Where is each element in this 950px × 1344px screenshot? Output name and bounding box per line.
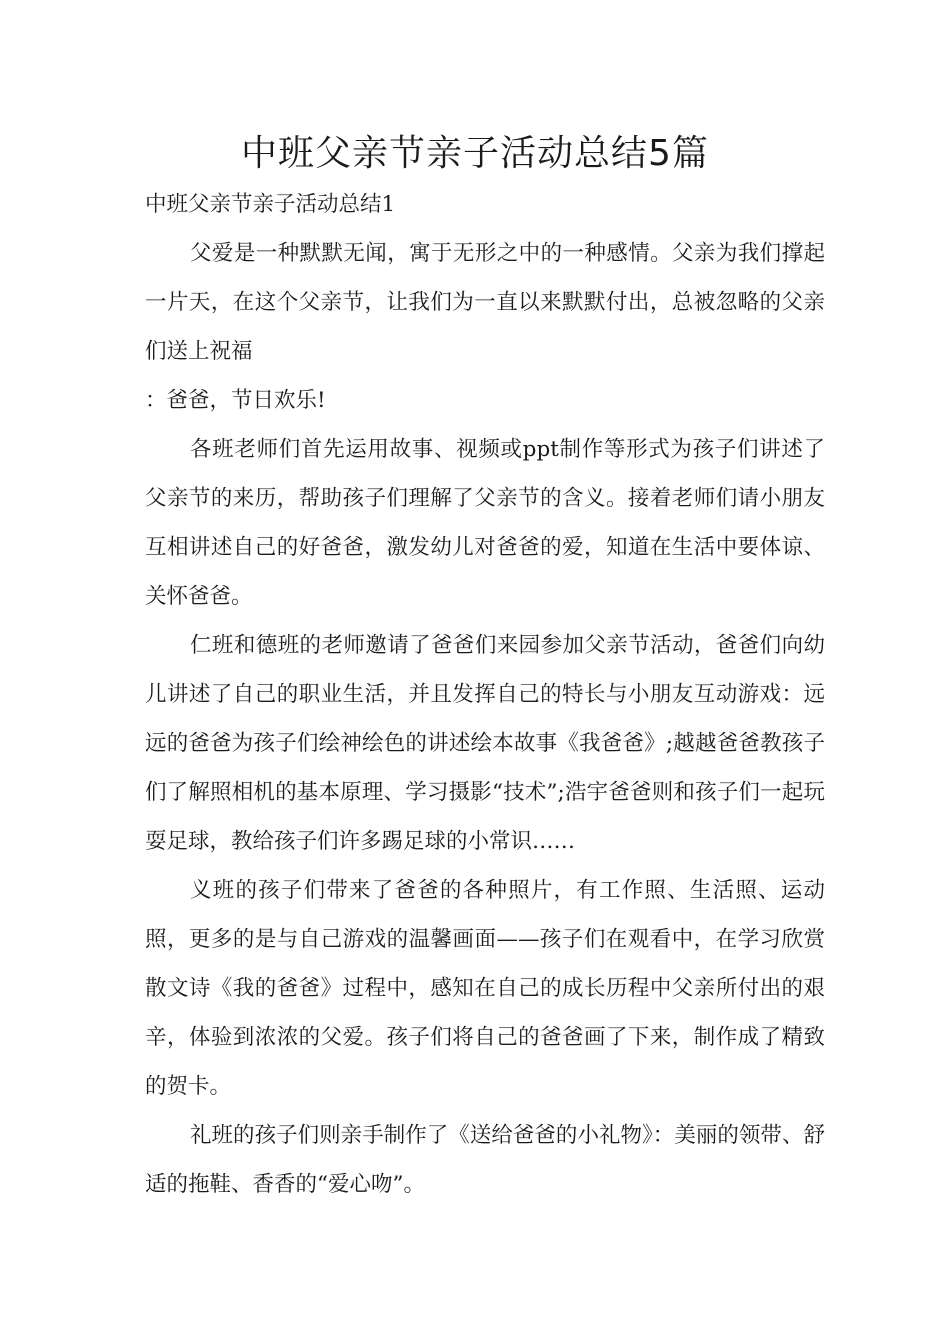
- paragraph: 父爱是一种默默无闻，寓于无形之中的一种感情。父亲为我们撑起一片天，在这个父亲节，让我们为一直以来默默付出，总被忽略的父亲们送上祝福: [145, 241, 825, 364]
- paragraph: ：爸爸，节日欢乐!: [145, 388, 326, 413]
- paragraph: 礼班的孩子们则亲手制作了《送给爸爸的小礼物》：美丽的领带、舒适的拖鞋、香香的“爱心吻”。: [145, 1123, 825, 1197]
- section-heading: 中班父亲节亲子活动总结1: [145, 192, 396, 217]
- paragraph: 义班的孩子们带来了爸爸的各种照片，有工作照、生活照、运动照，更多的是与自己游戏的温馨画面——孩子们在观看中，在学习欣赏散文诗《我的爸爸》过程中，感知在自己的成长历程中父亲所付出的艰辛，体验到浓浓的父爱。孩子们将自己的爸爸画了下来，制作成了精致的贺卡。: [145, 878, 825, 1099]
- document-title: 中班父亲节亲子活动总结5篇: [241, 133, 709, 174]
- paragraph: 各班老师们首先运用故事、视频或ppt制作等形式为孩子们讲述了父亲节的来历，帮助孩子们理解了父亲节的含义。接着老师们请小朋友互相讲述自己的好爸爸，激发幼儿对爸爸的爱，知道在生活中要体谅、关怀爸爸。: [145, 437, 825, 609]
- document-body: [145, 180, 825, 1209]
- paragraph: 仁班和德班的老师邀请了爸爸们来园参加父亲节活动，爸爸们向幼儿讲述了自己的职业生活，并且发挥自己的特长与小朋友互动游戏：远远的爸爸为孩子们绘神绘色的讲述绘本故事《我爸爸》;越越爸爸教孩子们了解照相机的基本原理、学习摄影“技术”;浩宇爸爸则和孩子们一起玩耍足球，教给孩子们许多踢足球的小常识……: [145, 633, 825, 854]
